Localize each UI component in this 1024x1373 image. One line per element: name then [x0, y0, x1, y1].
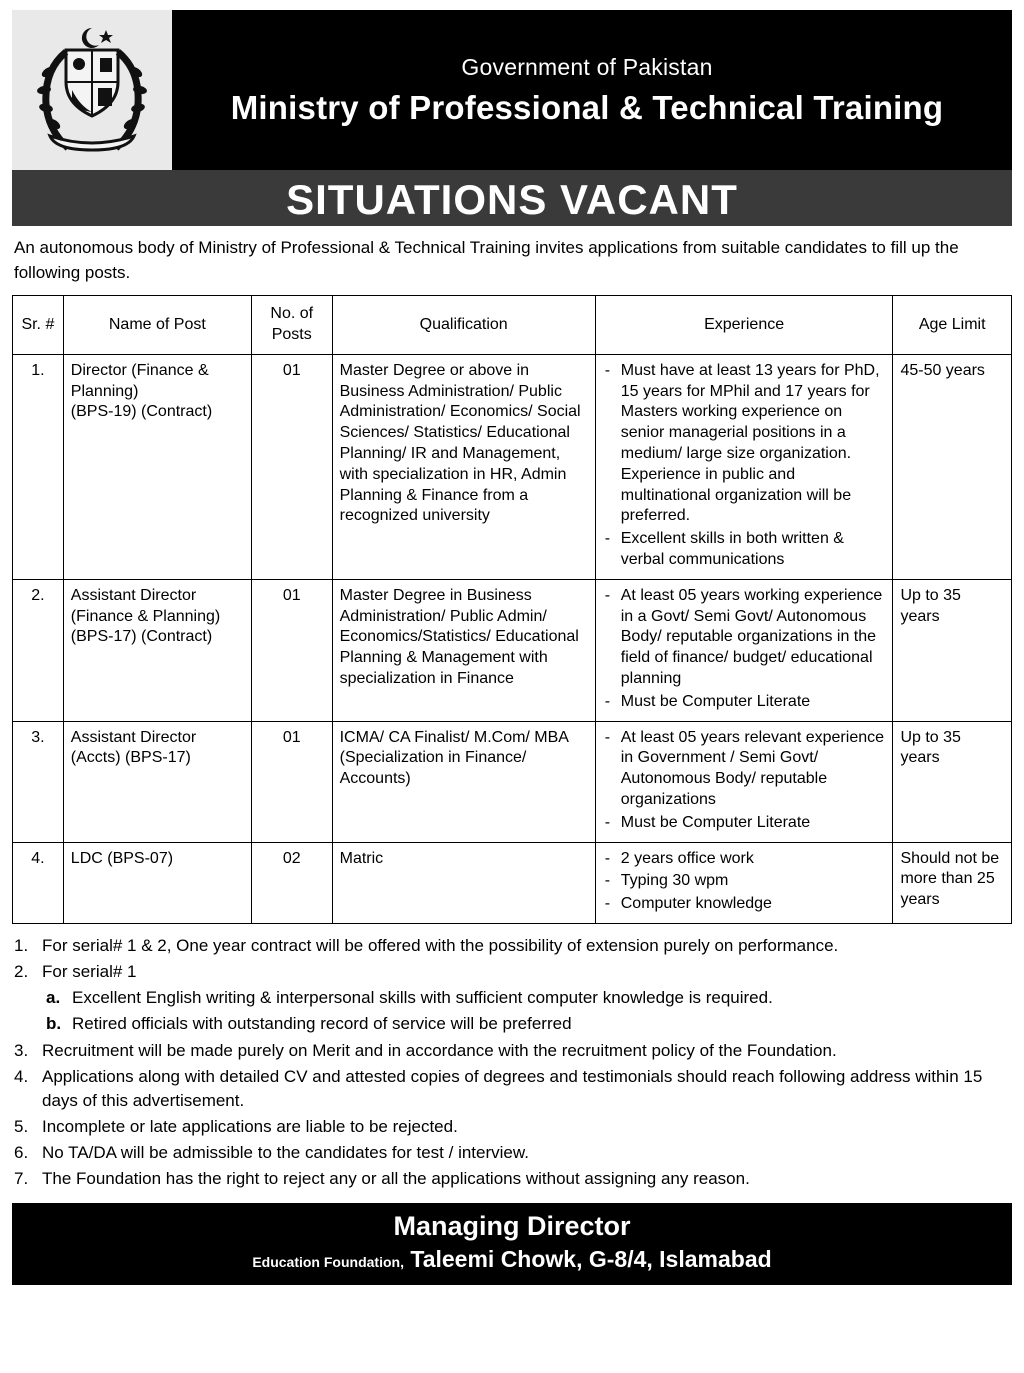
note-subitem-text: Retired officials with outstanding record of service will be preferred: [72, 1014, 572, 1034]
experience-item: - Must be Computer Literate: [603, 813, 886, 834]
document-footer: [12, 1203, 1012, 1285]
note-item: [14, 934, 1010, 958]
cell-post: [63, 721, 251, 842]
note-text: Incomplete or late applications are liable to be rejected.: [42, 1116, 458, 1136]
table-header: [13, 296, 1012, 355]
address-text: Taleemi Chowk, G-8/4, Islamabad: [410, 1246, 772, 1273]
intro-paragraph: An autonomous body of Ministry of Professional & Technical Training invites applications from suitable candidates to fill up the following posts.: [14, 238, 959, 282]
note-subitem: [14, 1012, 1010, 1036]
note-item: [14, 1039, 1010, 1063]
column-header-experience: Experience: [595, 296, 893, 355]
table-header-row: [13, 296, 1012, 355]
post-line: LDC (BPS-07): [70, 849, 174, 867]
cell-experience: [595, 579, 893, 721]
cell-posts-count: 02: [251, 842, 332, 923]
column-header-posts: No. of Posts: [251, 296, 332, 355]
cell-sr: 4.: [13, 842, 64, 923]
cell-qualification: ICMA/ CA Finalist/ M.Com/ MBA (Specialization in Finance/ Accounts): [332, 721, 595, 842]
organization-name: Education Foundation,: [252, 1254, 404, 1271]
cell-post: [63, 579, 251, 721]
government-line: Government of Pakistan: [461, 53, 713, 80]
table-row: [13, 721, 1012, 842]
cell-sr: 2.: [13, 579, 64, 721]
signatory-designation: Managing Director: [393, 1211, 631, 1242]
experience-list: [603, 586, 886, 713]
experience-item: - 2 years office work: [603, 849, 886, 870]
cell-age-limit: 45-50 years: [893, 354, 1012, 579]
cell-posts-count: 01: [251, 354, 332, 579]
experience-item: - Must have at least 13 years for PhD, 15 years for MPhil and 17 years for Masters working experience on senior managerial positions in a medium/ large size organization. Experience in public and multinational organization will be preferred.: [603, 361, 886, 527]
post-line: Director (Finance & Planning): [70, 361, 209, 400]
cell-post: [63, 842, 251, 923]
note-subitem-letter: b.: [46, 1014, 62, 1034]
note-text: No TA/DA will be admissible to the candidates for test / interview.: [42, 1143, 529, 1162]
note-number: 4.: [14, 1066, 29, 1086]
note-number: 2.: [14, 962, 29, 982]
cell-age-limit: Up to 35 years: [893, 721, 1012, 842]
note-item: [14, 960, 1010, 984]
cell-qualification: Master Degree or above in Business Administration/ Public Administration/ Economics/ Social Sciences/ Statistics/ Educational Planning/ IR and Management, with specialization in HR, Admin Planning & Finance from a recognized university: [332, 354, 595, 579]
column-header-post: Name of Post: [63, 296, 251, 355]
cell-age-limit: Up to 35 years: [893, 579, 1012, 721]
cell-experience: [595, 721, 893, 842]
post-line: (BPS-17) (Contract): [70, 628, 213, 646]
post-line: Assistant Director (Accts) (BPS-17): [70, 728, 197, 767]
table-row: [13, 354, 1012, 579]
post-line: Assistant Director (Finance & Planning): [70, 586, 221, 625]
note-item: [14, 1065, 1010, 1113]
header-titles: [172, 10, 1012, 170]
note-number: 6.: [14, 1143, 29, 1162]
note-subitem-letter: a.: [46, 988, 61, 1008]
note-text: For serial# 1: [42, 962, 137, 982]
cell-age-limit: Should not be more than 25 years: [893, 842, 1012, 923]
table-row: [13, 579, 1012, 721]
cell-sr: 3.: [13, 721, 64, 842]
note-number: 1.: [14, 936, 29, 955]
experience-item: - At least 05 years working experience in a Govt/ Semi Govt/ Autonomous Body/ reputable organizations in the field of finance/ budget/ educational planning: [603, 586, 886, 690]
note-number: 5.: [14, 1116, 29, 1136]
note-item: [14, 1115, 1010, 1139]
cell-posts-count: 01: [251, 579, 332, 721]
vacancies-table: [12, 295, 1012, 924]
column-header-qualification: Qualification: [332, 296, 595, 355]
note-number: 7.: [14, 1169, 29, 1189]
note-text: The Foundation has the right to reject any or all the applications without assigning any reason.: [42, 1169, 750, 1189]
experience-item: - Must be Computer Literate: [603, 692, 886, 713]
experience-item: - Typing 30 wpm: [603, 871, 886, 892]
post-line: (BPS-19) (Contract): [70, 403, 213, 421]
state-emblem-icon: [32, 20, 152, 160]
note-text: For serial# 1 & 2, One year contract will be offered with the possibility of extension purely on performance.: [42, 936, 839, 955]
cell-post: [63, 354, 251, 579]
experience-item: - Excellent skills in both written & verbal communications: [603, 529, 886, 571]
cell-posts-count: 01: [251, 721, 332, 842]
note-text: Recruitment will be made purely on Merit and in accordance with the recruitment policy of the Foundation.: [42, 1040, 837, 1060]
note-subitem-text: Excellent English writing & interpersonal skills with sufficient computer knowledge is required.: [72, 988, 773, 1008]
address-line: [12, 1246, 1012, 1273]
experience-item: - Computer knowledge: [603, 894, 886, 915]
note-subitem: [14, 986, 1010, 1010]
experience-item: - At least 05 years relevant experience in Government / Semi Govt/ Autonomous Body/ reputable organizations: [603, 728, 886, 811]
note-text: Applications along with detailed CV and attested copies of degrees and testimonials should reach following address within 15 days of this advertisement.: [42, 1066, 983, 1110]
cell-sr: 1.: [13, 354, 64, 579]
note-item: [14, 1167, 1010, 1191]
experience-list: [603, 728, 886, 834]
column-header-age: Age Limit: [893, 296, 1012, 355]
cell-qualification: Matric: [332, 842, 595, 923]
ministry-line: Ministry of Professional & Technical Training: [230, 88, 944, 126]
table-row: [13, 842, 1012, 923]
document-header: [12, 10, 1012, 170]
crest-container: [12, 10, 172, 170]
cell-experience: [595, 842, 893, 923]
situations-vacant-banner: SITUATIONS VACANT: [12, 170, 1012, 226]
table-body: [13, 354, 1012, 923]
experience-list: [603, 849, 886, 915]
cell-qualification: Master Degree in Business Administration/ Public Admin/ Economics/Statistics/ Educational Planning & Management with specialization in Finance: [332, 579, 595, 721]
column-header-sr: Sr. #: [13, 296, 64, 355]
notes-list: [14, 934, 1010, 1191]
experience-list: [603, 361, 886, 571]
cell-experience: [595, 354, 893, 579]
note-item: [14, 1141, 1010, 1165]
note-number: 3.: [14, 1040, 29, 1060]
